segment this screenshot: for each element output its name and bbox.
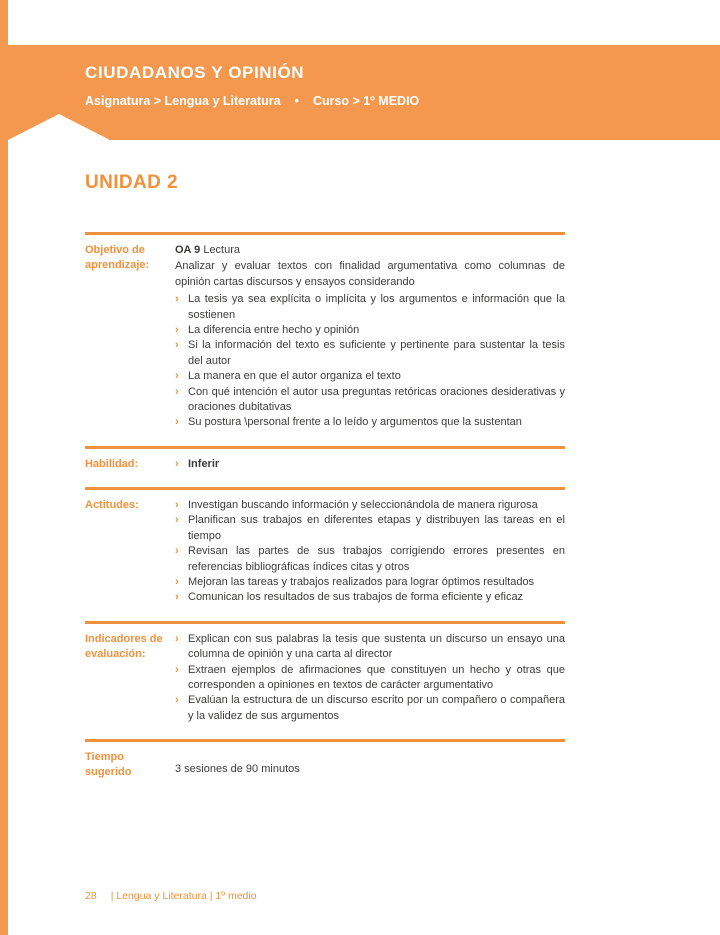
bullet-glyph-icon: › <box>175 545 179 558</box>
row-label-objetivo: Objetivo de aprendizaje: <box>85 244 150 271</box>
page-number: 28 <box>85 890 97 902</box>
bullet-text: Su postura \personal frente a lo leído y argumentos que la sustentan <box>188 416 522 429</box>
bullet-glyph-icon: › <box>175 694 179 707</box>
bullet-item <box>175 590 565 605</box>
bullet-item <box>175 513 565 544</box>
bullet-text: Investigan buscando información y seleccionándola de manera rigurosa <box>188 499 538 512</box>
bullet-item <box>175 575 565 590</box>
objetivo-paragraph: Analizar y evaluar textos con finalidad argumentativa como columnas de opinión cartas discursos y ensayos considerando <box>175 260 565 288</box>
header-notch-shape <box>8 114 110 140</box>
bullet-item <box>175 323 565 338</box>
habilidad-bullet-list <box>175 457 565 472</box>
bullet-item <box>175 338 565 369</box>
bullet-text: Revisan las partes de sus trabajos corrigiendo errores presentes en referencias bibliográficas índices citas y otros <box>188 545 565 573</box>
bullet-text: Si la información del texto es suficiente y pertinente para sustentar la tesis del autor <box>188 339 565 367</box>
header-band <box>0 45 720 140</box>
bullet-glyph-icon: › <box>175 514 179 527</box>
bullet-glyph-icon: › <box>175 663 179 676</box>
bullet-glyph-icon: › <box>175 385 179 398</box>
bullet-glyph-icon: › <box>175 591 179 604</box>
actitudes-bullet-list <box>175 498 565 606</box>
bullet-item <box>175 292 565 323</box>
oa-code: OA 9 <box>175 244 201 256</box>
bullet-item <box>175 415 565 430</box>
bullet-text: Inferir <box>188 457 220 470</box>
row-content-indicadores <box>175 632 565 724</box>
bullet-item <box>175 632 565 663</box>
row-content-habilidad <box>175 457 565 472</box>
bullet-text: Evalúan la estructura de un discurso escrito por un compañero o compañera y la validez de sus argumentos <box>188 694 565 722</box>
page-footer <box>85 890 257 902</box>
bullet-text: Explican con sus palabras la tesis que sustenta un discurso un ensayo una columna de opinión y una carta al director <box>188 632 565 661</box>
row-label-tiempo: Tiempo sugerido <box>85 751 132 778</box>
separator-dot-icon: • <box>294 94 299 108</box>
bullet-text: Comunican los resultados de sus trabajos de forma eficiente y eficaz <box>188 591 524 604</box>
bullet-glyph-icon: › <box>175 323 179 336</box>
bullet-item <box>175 663 565 694</box>
bullet-text: Con qué intención el autor usa preguntas retóricas oraciones desiderativas y oraciones dubitativas <box>188 385 565 413</box>
table-row-tiempo <box>85 739 565 795</box>
bullet-glyph-icon: › <box>175 457 179 470</box>
bullet-text: Mejoran las tareas y trabajos realizados para lograr óptimos resultados <box>188 576 535 589</box>
bullet-item <box>175 544 565 575</box>
bullet-glyph-icon: › <box>175 499 179 512</box>
bullet-text: La diferencia entre hecho y opinión <box>188 323 360 336</box>
bullet-item <box>175 457 565 472</box>
left-accent-strip <box>0 0 8 935</box>
footer-text: | Lengua y Literatura | 1º medio <box>110 890 257 902</box>
bullet-glyph-icon: › <box>175 370 179 383</box>
bullet-glyph-icon: › <box>175 416 179 429</box>
bullet-text: La manera en que el autor organiza el texto <box>188 370 401 383</box>
unit-title: UNIDAD 2 <box>85 172 178 193</box>
subject-breadcrumb: Asignatura > Lengua y Literatura <box>85 94 281 108</box>
document-title: CIUDADANOS Y OPINIÓN <box>85 63 305 82</box>
table-row-actitudes <box>85 487 565 621</box>
course-breadcrumb: Curso > 1º MEDIO <box>312 94 420 108</box>
oa-code-line <box>175 243 565 258</box>
row-content-tiempo <box>175 750 565 780</box>
oa-code-suffix: Lectura <box>200 244 241 256</box>
info-table <box>85 232 565 795</box>
bullet-item <box>175 498 565 513</box>
bullet-text: Extraen ejemplos de afirmaciones que constituyen un hecho y otras que corresponden a opiniones en textos de carácter argumentativo <box>188 663 565 691</box>
tiempo-value: 3 sesiones de 90 minutos <box>175 763 300 776</box>
bullet-item <box>175 385 565 416</box>
header-subtitle <box>85 94 720 108</box>
bullet-item <box>175 693 565 724</box>
row-label-indicadores: Indicadores de evaluación: <box>85 632 163 660</box>
bullet-glyph-icon: › <box>175 576 179 589</box>
table-row-objetivo <box>85 232 565 446</box>
row-content-objetivo <box>175 243 565 431</box>
row-label-habilidad: Habilidad: <box>85 457 139 470</box>
bullet-glyph-icon: › <box>175 632 179 645</box>
table-row-habilidad <box>85 446 565 487</box>
objetivo-bullet-list <box>175 292 565 431</box>
bullet-glyph-icon: › <box>175 293 179 306</box>
table-row-indicadores <box>85 621 565 739</box>
bullet-glyph-icon: › <box>175 339 179 352</box>
row-label-actitudes: Actitudes: <box>85 499 139 512</box>
indicadores-bullet-list <box>175 632 565 724</box>
bullet-text: La tesis ya sea explícita o implícita y los argumentos e información que la sostienen <box>188 293 565 321</box>
bullet-text: Planifican sus trabajos en diferentes etapas y distribuyen las tareas en el tiempo <box>188 514 565 542</box>
row-content-actitudes <box>175 498 565 606</box>
bullet-item <box>175 369 565 384</box>
